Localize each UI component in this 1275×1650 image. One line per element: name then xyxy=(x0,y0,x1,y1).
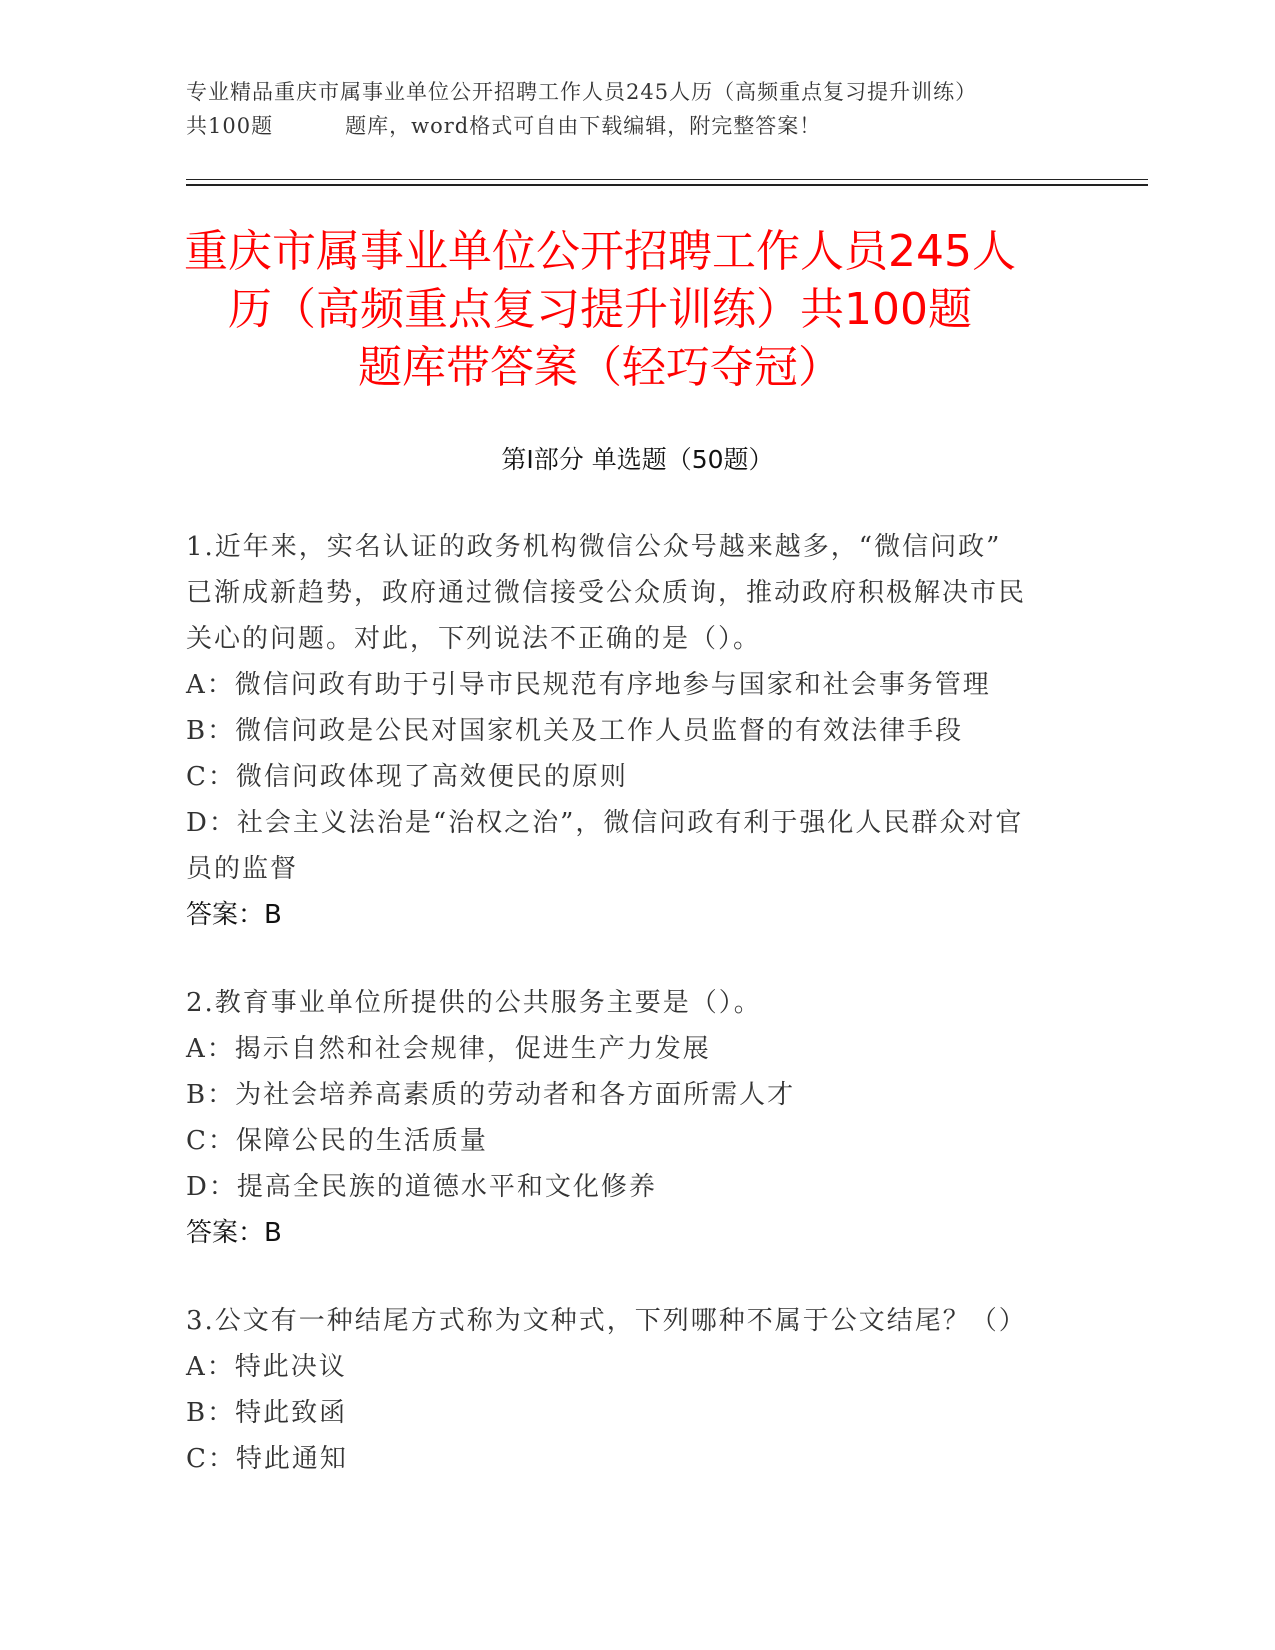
question-3 xyxy=(186,1298,1086,1482)
question-stem-line: 2.教育事业单位所提供的公共服务主要是（）。 xyxy=(186,988,762,1018)
header-divider-thin xyxy=(186,179,1148,180)
title-line-1: 重庆市属事业单位公开招聘工作人员245人 xyxy=(184,226,1016,277)
option-d-continued: 员的监督 xyxy=(186,854,299,884)
question-stem-line: 已渐成新趋势，政府通过微信接受公众质询，推动政府积极解决市民 xyxy=(186,578,1027,608)
option-c: C：特此通知 xyxy=(186,1444,348,1474)
option-c: C：微信问政体现了高效便民的原则 xyxy=(186,762,628,792)
question-stem-line: 3.公文有一种结尾方式称为文种式，下列哪种不属于公文结尾？（） xyxy=(186,1306,1027,1336)
title-line-3: 题库带答案（轻巧夺冠） xyxy=(358,342,842,393)
option-a: A：特此决议 xyxy=(186,1352,347,1382)
option-d: D：社会主义法治是“治权之治”，微信问政有利于强化人民群众对官 xyxy=(186,808,1024,838)
option-b: B：特此致函 xyxy=(186,1398,348,1428)
answer: 答案：B xyxy=(186,900,282,930)
question-stem-line: 关心的问题。对此，下列说法不正确的是（）。 xyxy=(186,624,762,654)
header-text-line-2 xyxy=(186,110,1086,140)
header-question-count: 共100题 xyxy=(186,114,274,138)
document-title xyxy=(150,223,1050,397)
header-download-note: 题库，word格式可自由下载编辑，附完整答案！ xyxy=(345,114,822,138)
option-b: B：为社会培养高素质的劳动者和各方面所需人才 xyxy=(186,1080,796,1110)
option-a: A：微信问政有助于引导市民规范有序地参与国家和社会事务管理 xyxy=(186,670,991,700)
option-c: C：保障公民的生活质量 xyxy=(186,1126,488,1156)
option-b: B：微信问政是公民对国家机关及工作人员监督的有效法律手段 xyxy=(186,716,964,746)
option-a: A：揭示自然和社会规律，促进生产力发展 xyxy=(186,1034,711,1064)
header-text-line-1: 专业精品重庆市属事业单位公开招聘工作人员245人历（高频重点复习提升训练） xyxy=(186,80,978,104)
header-divider-thick xyxy=(186,184,1148,186)
answer: 答案：B xyxy=(186,1218,282,1248)
question-1 xyxy=(186,524,1086,938)
section-title: 第Ⅰ部分 单选题（50题） xyxy=(501,445,774,474)
option-d: D：提高全民族的道德水平和文化修养 xyxy=(186,1172,657,1202)
question-2 xyxy=(186,980,1086,1256)
question-stem-line: 1.近年来，实名认证的政务机构微信公众号越来越多，“微信问政” xyxy=(186,532,1002,562)
title-line-2: 历（高频重点复习提升训练）共100题 xyxy=(228,284,972,335)
